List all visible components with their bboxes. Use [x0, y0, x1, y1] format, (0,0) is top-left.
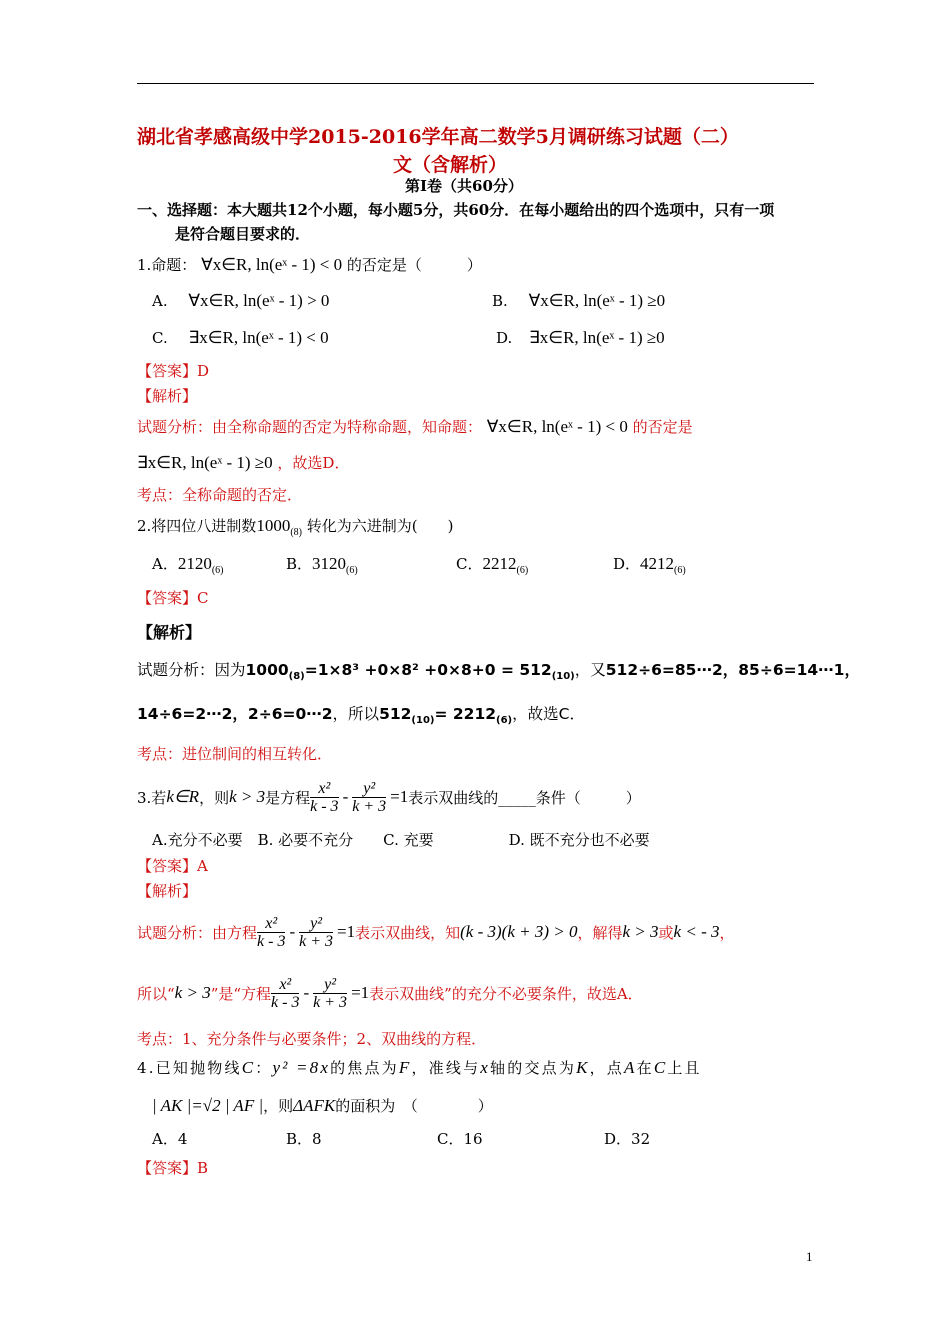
- exp-text: ，: [722, 661, 739, 679]
- q1-prefix: 1.命题：: [137, 256, 197, 274]
- question-2-stem: [137, 515, 453, 538]
- option-text: ∃x∈R, ln(eˣ - 1) ≥0: [529, 328, 665, 347]
- exp-text: 表示双曲线”的充分不必要条件，故选A．: [369, 984, 643, 1003]
- q3-text: 3.若: [137, 788, 167, 807]
- exp-formula: 512÷6=85⋯2: [605, 661, 723, 679]
- q2-option-c: [456, 553, 528, 576]
- q1-formula: ∀x∈R, ln(eˣ - 1) < 0: [201, 255, 343, 274]
- frac-den: k + 3: [313, 993, 348, 1011]
- q4-text: ，准线与: [411, 1059, 481, 1077]
- exp-sub: (8): [288, 671, 305, 683]
- section-heading-cont: 是符合题目要求的．: [175, 225, 311, 243]
- volume-heading: 第Ⅰ卷（共60分）: [405, 177, 523, 195]
- q4-formula: | AK |=√2 | AF |: [152, 1096, 264, 1115]
- q4-var: C: [241, 1058, 256, 1077]
- exp-text: ，: [844, 661, 860, 679]
- section-heading: 一、选择题：本大题共12个小题，每小题5分，共60分．在每小题给出的四个选项中，只有一项: [137, 201, 775, 219]
- minus-sign: -: [303, 983, 310, 1002]
- q4-formula: ΔAFK: [293, 1096, 336, 1115]
- exp-formula: 1000: [245, 661, 289, 679]
- minus-sign: -: [342, 787, 349, 806]
- option-base: (6): [346, 565, 358, 576]
- frac-num: y²: [299, 915, 333, 933]
- question-4-stem: [137, 1057, 702, 1078]
- q4-var: F: [398, 1058, 412, 1077]
- frac-num: y²: [352, 780, 386, 798]
- option-text: ∀x∈R, ln(eˣ - 1) > 0: [188, 291, 330, 310]
- q4-var: A: [624, 1058, 637, 1077]
- exp-text: 或: [658, 923, 674, 942]
- exp-text: ”是“方程: [210, 984, 272, 1003]
- option-base: (6): [211, 565, 224, 576]
- exp-formula: k < - 3: [673, 922, 720, 941]
- exp-text: 试题分析：由方程: [137, 923, 258, 942]
- q1-knowledge-point: 考点：全称命题的否定．: [137, 486, 303, 504]
- option-label: C．: [456, 555, 483, 573]
- option-text: 2120: [177, 554, 212, 573]
- exp-sub: (10): [411, 715, 435, 727]
- frac-den: k - 3: [271, 993, 300, 1011]
- q2-explanation-line1: [137, 658, 860, 682]
- q4-text: 在: [636, 1059, 654, 1077]
- q2-number: 1000: [256, 516, 291, 535]
- q1-answer: 【答案】D: [137, 362, 210, 380]
- q4-answer: 【答案】B: [137, 1159, 209, 1177]
- option-label: B．: [286, 555, 313, 573]
- equals-one: =1: [351, 983, 370, 1002]
- fraction-x: [271, 976, 299, 1011]
- q4-text: 上且: [667, 1059, 702, 1077]
- fraction-x: [257, 915, 285, 950]
- q3-answer: 【答案】A: [137, 857, 208, 875]
- question-1-stem: [137, 254, 482, 275]
- exp-text: ，解得: [577, 923, 623, 942]
- exp-formula: 85÷6=14⋯1: [738, 661, 845, 679]
- frac-den: k - 3: [257, 932, 286, 950]
- exp-text: 试题分析：因为: [137, 661, 246, 679]
- exp-formula: 2÷6=0⋯2: [247, 705, 333, 723]
- q2-explanation-line2: [137, 702, 585, 726]
- q4-var: K: [576, 1058, 590, 1077]
- fraction-y: [299, 915, 333, 950]
- q3-explanation-line1: [137, 907, 735, 957]
- q4-var: C: [653, 1058, 668, 1077]
- fraction-y: [313, 976, 347, 1011]
- q2-option-b: [286, 553, 358, 576]
- q4-option-a: A．4: [152, 1130, 188, 1148]
- option-text: 2212: [482, 554, 517, 573]
- option-text: 3120: [312, 554, 347, 573]
- q3-explanation-line2: [137, 968, 643, 1018]
- exp-formula: = 2212: [434, 705, 497, 723]
- q4-text: 的面积为 （ ）: [335, 1097, 493, 1115]
- option-label: D.: [496, 329, 513, 347]
- exp-formula: ∃x∈R, ln(eˣ - 1) ≥0: [137, 453, 273, 472]
- q4-text: ：: [255, 1059, 273, 1077]
- q1-option-c: [152, 328, 329, 348]
- option-text: ∃x∈R, ln(eˣ - 1) < 0: [188, 328, 329, 347]
- frac-den: k + 3: [299, 932, 334, 950]
- q3-knowledge-point: 考点：1、充分条件与必要条件；2、双曲线的方程．: [137, 1030, 487, 1048]
- exp-text: 的否定是: [632, 418, 693, 436]
- q4-option-d: D．32: [604, 1130, 651, 1148]
- q2-option-a: [152, 553, 224, 576]
- q2-knowledge-point: 考点：进位制间的相互转化．: [137, 745, 333, 763]
- frac-num: x²: [271, 976, 299, 994]
- minus-sign: -: [289, 922, 296, 941]
- q2-suffix: 转化为六进制为( ): [306, 517, 454, 535]
- exp-formula: (k - 3)(k + 3) > 0: [460, 922, 578, 941]
- exp-text: 表示双曲线，知: [355, 923, 461, 942]
- exp-formula: 512: [379, 705, 412, 723]
- q4-stem-line2: [152, 1095, 493, 1116]
- option-base: (6): [516, 565, 529, 576]
- q4-formula: y² =8x: [272, 1058, 331, 1077]
- equals-one: =1: [337, 922, 356, 941]
- page-number: 1: [806, 1249, 813, 1264]
- exp-text: ，又: [574, 661, 606, 679]
- frac-num: x²: [310, 780, 338, 798]
- fraction-x: [310, 780, 338, 815]
- q1-option-b: [492, 291, 665, 311]
- q4-text: 轴的交点为: [490, 1059, 577, 1077]
- option-label: B.: [492, 292, 508, 310]
- exp-formula: =1×8³ +0×8² +0×8+0 = 512: [304, 661, 552, 679]
- option-text: ∀x∈R, ln(eˣ - 1) ≥0: [528, 291, 666, 310]
- option-base: (6): [674, 565, 686, 576]
- q4-text: ，点: [589, 1059, 625, 1077]
- q4-var: x: [480, 1058, 491, 1077]
- q1-option-a: [152, 291, 329, 311]
- exp-sub: (10): [551, 671, 575, 683]
- exp-text: ，: [232, 705, 248, 723]
- frac-den: k - 3: [310, 797, 339, 815]
- exp-text: 所以“: [137, 984, 175, 1003]
- exp-text: 试题分析：由全称命题的否定为特称命题，知命题：: [137, 418, 483, 436]
- q3-analysis-label: 【解析】: [137, 882, 198, 900]
- question-3-stem: [137, 772, 641, 822]
- exp-formula: k > 3: [174, 983, 211, 1002]
- q3-text: ，则: [199, 788, 230, 807]
- option-label: A.: [152, 292, 168, 310]
- q2-answer: 【答案】C: [137, 589, 209, 607]
- q4-text: 4.已知抛物线: [137, 1059, 242, 1077]
- frac-num: y²: [313, 976, 347, 994]
- exp-text: ，故选D．: [277, 454, 350, 472]
- q3-text: 是方程: [265, 788, 311, 807]
- exp-text: ，故选C．: [512, 705, 585, 723]
- exp-formula: 14÷6=2⋯2: [137, 705, 233, 723]
- fraction-y: [352, 780, 386, 815]
- q2-analysis-label: 【解析】: [137, 623, 202, 642]
- q3-formula: k > 3: [229, 787, 266, 806]
- q1-analysis-label: 【解析】: [137, 387, 198, 405]
- header-rule: [137, 83, 814, 84]
- q3-options: A.充分不必要 B. 必要不充分 C. 充要 D. 既不充分也不必要: [152, 831, 650, 849]
- q3-formula: k∈R: [166, 787, 200, 806]
- q1-suffix: 的否定是（ ）: [346, 256, 482, 274]
- page-title: 湖北省孝感高级中学2015-2016学年高二数学5月调研练习试题（二）: [137, 126, 739, 148]
- exp-text: ，所以: [332, 705, 380, 723]
- exp-text: ，: [719, 923, 735, 942]
- exp-formula: ∀x∈R, ln(eˣ - 1) < 0: [486, 417, 628, 436]
- q4-option-c: C．16: [437, 1130, 483, 1148]
- exp-formula: k > 3: [622, 922, 659, 941]
- option-label: A．: [152, 555, 178, 573]
- q3-text: 表示双曲线的_____条件（ ）: [408, 788, 641, 807]
- q4-text: 的焦点为: [330, 1059, 399, 1077]
- frac-num: x²: [257, 915, 285, 933]
- q2-base: (8): [290, 527, 302, 538]
- q1-explanation-line2: [137, 452, 349, 473]
- q2-option-d: [613, 553, 686, 576]
- option-text: 4212: [640, 554, 675, 573]
- equals-one: =1: [390, 787, 409, 806]
- frac-den: k + 3: [352, 797, 387, 815]
- q4-text: ，则: [263, 1097, 294, 1115]
- q2-prefix: 2.将四位八进制数: [137, 517, 257, 535]
- q4-option-b: B．8: [286, 1130, 322, 1148]
- q1-explanation-line1: [137, 416, 693, 437]
- page-title-line2: 文（含解析）: [393, 154, 508, 176]
- option-label: D．: [613, 555, 641, 573]
- exp-sub: (6): [496, 715, 513, 727]
- q1-option-d: [496, 328, 665, 348]
- option-label: C.: [152, 329, 168, 347]
